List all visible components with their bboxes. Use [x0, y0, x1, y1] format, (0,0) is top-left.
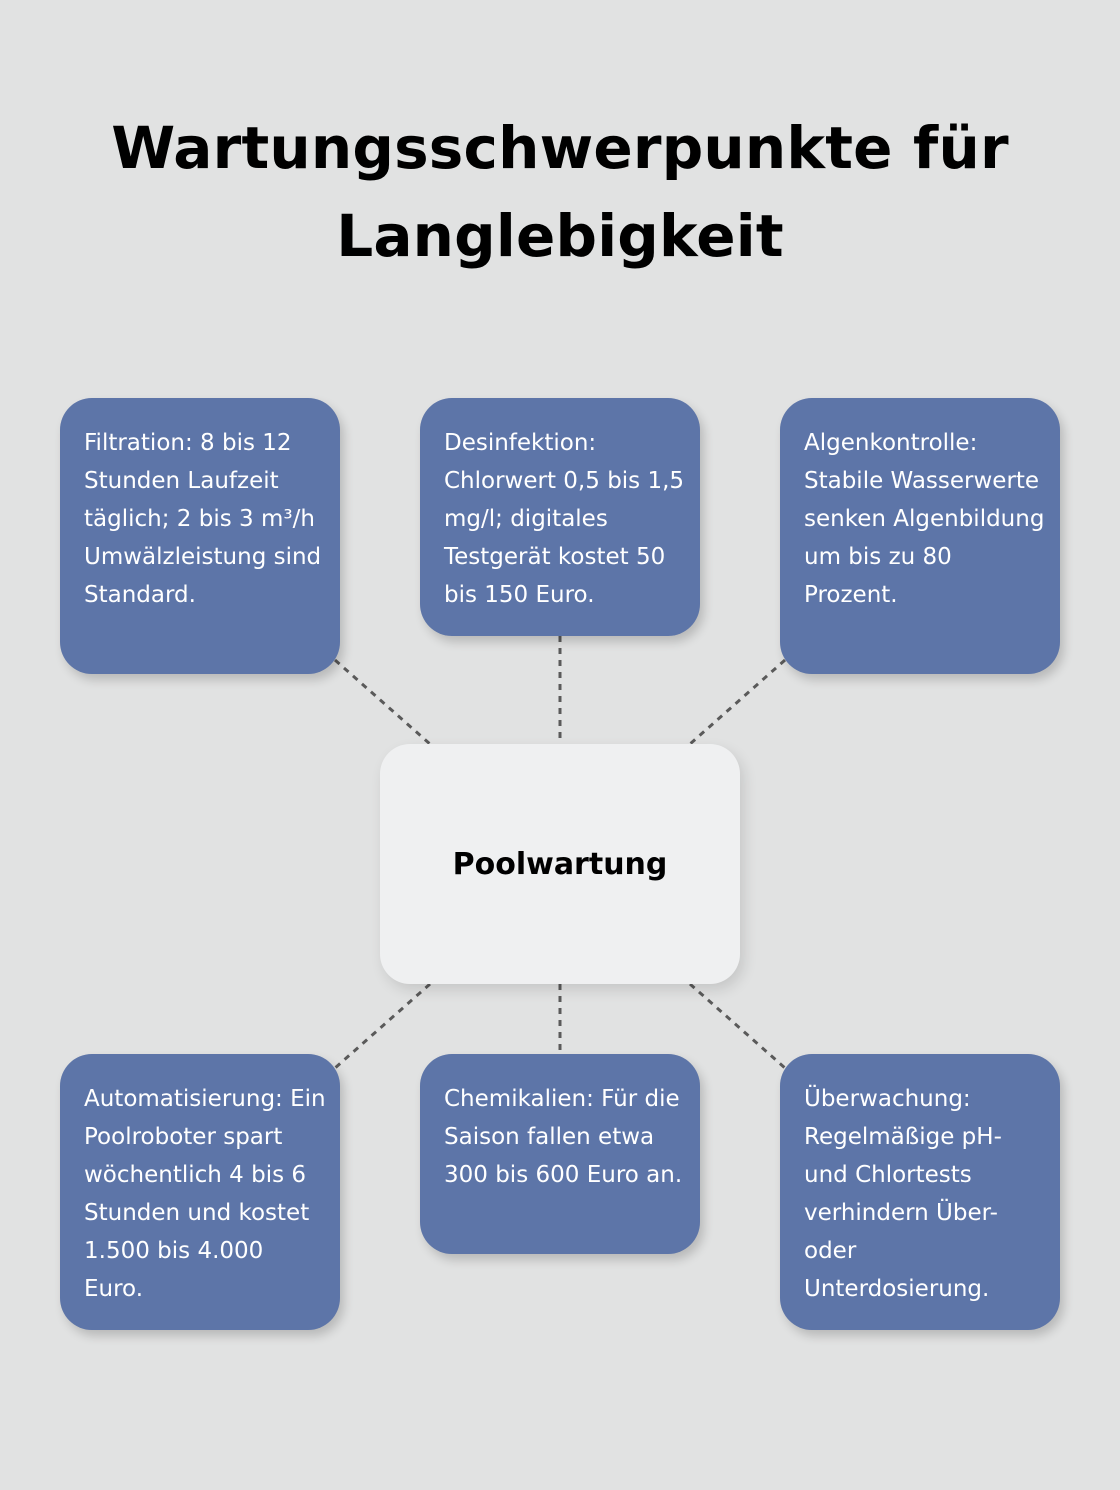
node-ueberwachung-text: Überwachung: Regelmäßige pH- und Chlortests verhindern Über- oder Unterdosierung. [804, 1086, 1002, 1302]
node-ueberwachung [780, 1054, 1060, 1330]
center-node [380, 744, 740, 984]
node-filtration-text: Filtration: 8 bis 12 Stunden Laufzeit täglich; 2 bis 3 m³/h Umwälzleistung sind Standard. [84, 430, 322, 608]
node-chemikalien-text: Chemikalien: Für die Saison fallen etwa 300 bis 600 Euro an. [444, 1086, 683, 1188]
connector-ueberwachung [690, 984, 785, 1068]
diagram-title: Wartungsschwerpunkte für Langlebigkeit [111, 114, 1009, 270]
node-automatisierung [60, 1054, 340, 1330]
node-algenkontrolle-text: Algenkontrolle: Stabile Wasserwerte senken Algenbildung um bis zu 80 Prozent. [804, 430, 1045, 608]
node-desinfektion-text: Desinfektion: Chlorwert 0,5 bis 1,5 mg/l; digitales Testgerät kostet 50 bis 150 Euro. [444, 430, 685, 608]
node-filtration [60, 398, 340, 674]
connector-filtration [335, 660, 430, 744]
node-chemikalien [420, 1054, 700, 1254]
connector-automatisierung [335, 984, 430, 1068]
node-desinfektion [420, 398, 700, 636]
connector-algenkontrolle [690, 660, 785, 744]
node-automatisierung-text: Automatisierung: Ein Poolroboter spart wöchentlich 4 bis 6 Stunden und kostet 1.500 bis 4.000 Euro. [84, 1086, 326, 1302]
center-node-label: Poolwartung [452, 846, 668, 882]
node-algenkontrolle [780, 398, 1060, 674]
